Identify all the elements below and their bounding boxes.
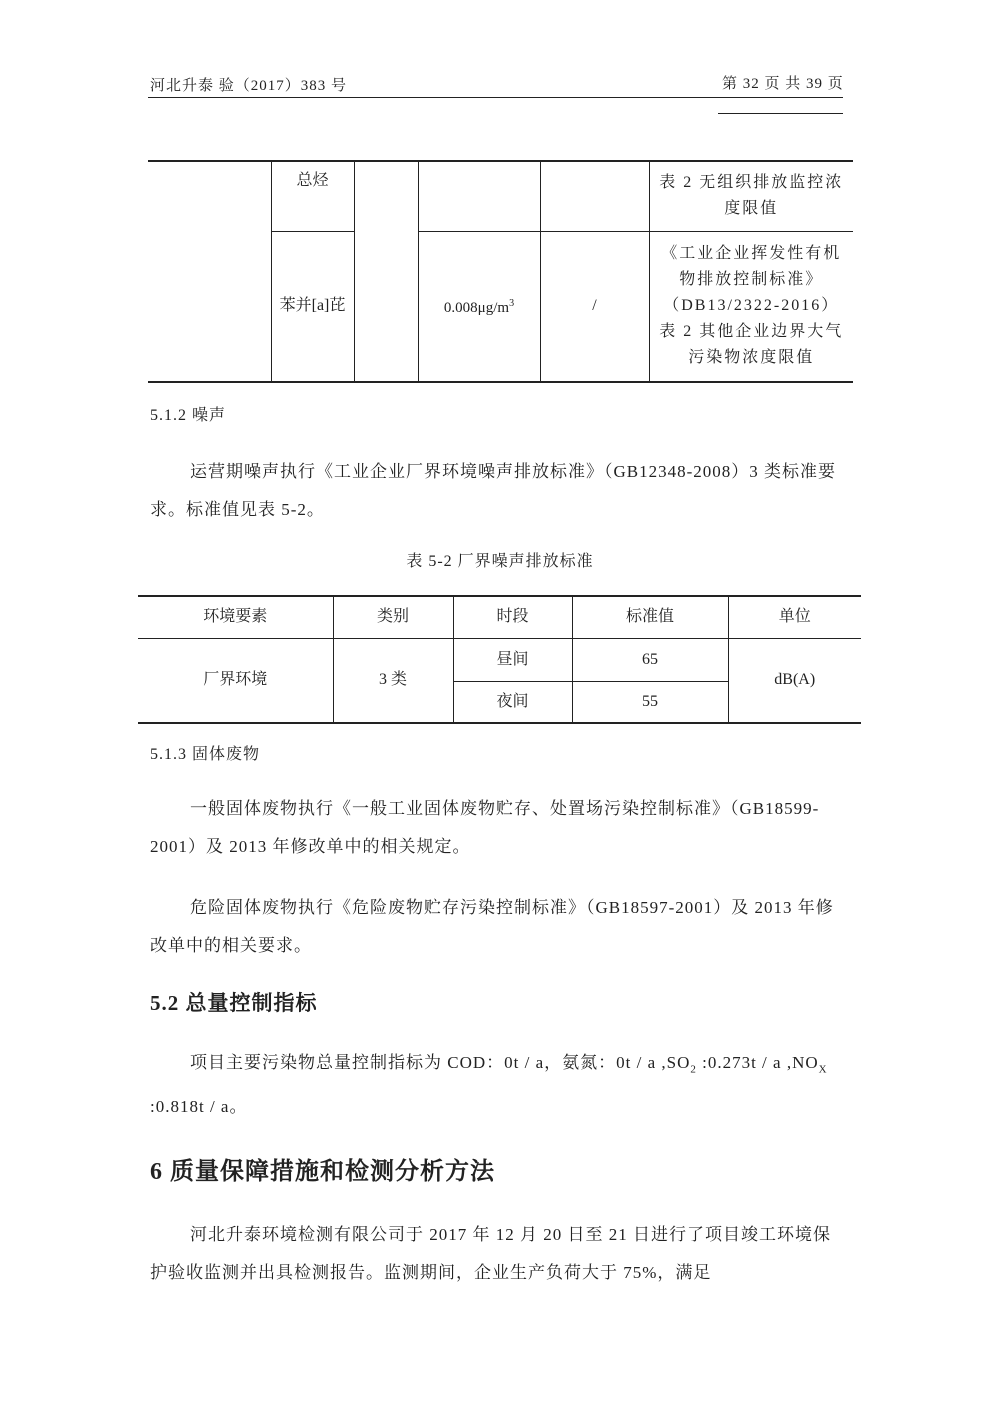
period-cell: 夜间 (453, 681, 572, 723)
column-header: 时段 (453, 596, 572, 638)
noise-standard-table (138, 595, 861, 724)
total-control-text: :0.273t / a , (696, 1053, 793, 1072)
header-short-rule (718, 113, 843, 114)
standard-cell: 《工业企业挥发性有机物排放控制标准》（DB13/2322-2016）表 2 其他企业边界大气污染物浓度限值 (659, 245, 844, 367)
value-cell: 65 (572, 638, 728, 681)
limit-unit-sup: 3 (509, 298, 515, 310)
solid-waste-paragraph-1: 一般固体废物执行《一般工业固体废物贮存、处置场污染控制标准》（GB18599-2001）及 2013 年修改单中的相关规定。 (150, 799, 820, 856)
noise-paragraph: 运营期噪声执行《工业企业厂界环境噪声排放标准》（GB12348-2008）3 类标准要求。标准值见表 5-2。 (150, 462, 837, 519)
limit-cell (418, 231, 540, 382)
other-cell: / (540, 231, 649, 382)
header-doc-number: 河北升泰 验（2017）383 号 (150, 78, 348, 94)
limit-value: 0.008μg/m (443, 300, 510, 317)
table-cell-empty (540, 161, 649, 231)
table-cell-empty (354, 161, 418, 382)
category-cell: 3 类 (333, 638, 453, 723)
header-rule (148, 97, 843, 98)
total-control-text: :0.818t / a。 (150, 1097, 248, 1117)
pollutant-cell: 苯并[a]芘 (271, 231, 354, 382)
column-header: 单位 (728, 596, 861, 638)
column-header: 环境要素 (138, 596, 333, 638)
header-page-number: 第 32 页 共 39 页 (722, 76, 844, 92)
chapter-heading-quality-assurance: 6 质量保障措施和检测分析方法 (150, 1159, 495, 1185)
nox-subscript: X (818, 1063, 828, 1076)
so2-subscript: 2 (690, 1063, 697, 1076)
value-cell: 55 (572, 681, 728, 723)
table-cell-empty (148, 161, 271, 382)
section-heading-noise: 5.1.2 噪声 (150, 407, 227, 424)
column-header: 类别 (333, 596, 453, 638)
solid-waste-paragraph-2: 危险固体废物执行《危险废物贮存污染控制标准》（GB18597-2001）及 2013 年修改单中的相关要求。 (150, 898, 834, 955)
section-heading-total-control: 5.2 总量控制指标 (150, 991, 318, 1015)
table-caption: 表 5-2 厂界噪声排放标准 (406, 553, 594, 570)
pollutant-cell: 总烃 (271, 161, 354, 231)
column-header: 标准值 (572, 596, 728, 638)
total-control-text: NO (792, 1053, 819, 1072)
table-cell-empty (418, 161, 540, 231)
air-standard-table (148, 160, 853, 383)
section-heading-solid-waste: 5.1.3 固体废物 (150, 746, 261, 763)
total-control-paragraph (150, 1044, 850, 1126)
element-cell: 厂界环境 (138, 638, 333, 723)
unit-cell: dB(A) (774, 671, 816, 689)
quality-assurance-paragraph: 河北升泰环境检测有限公司于 2017 年 12 月 20 日至 21 日进行了项目竣工环境保护验收监测并出具检测报告。监测期间，企业生产负荷大于 75%，满足 (150, 1225, 831, 1282)
period-cell: 昼间 (453, 638, 572, 681)
standard-cell: 表 2 无组织排放监控浓度限值 (649, 161, 853, 231)
total-control-text: 项目主要污染物总量控制指标为 COD：0t / a，氨氮：0t / a ,SO (190, 1053, 691, 1072)
